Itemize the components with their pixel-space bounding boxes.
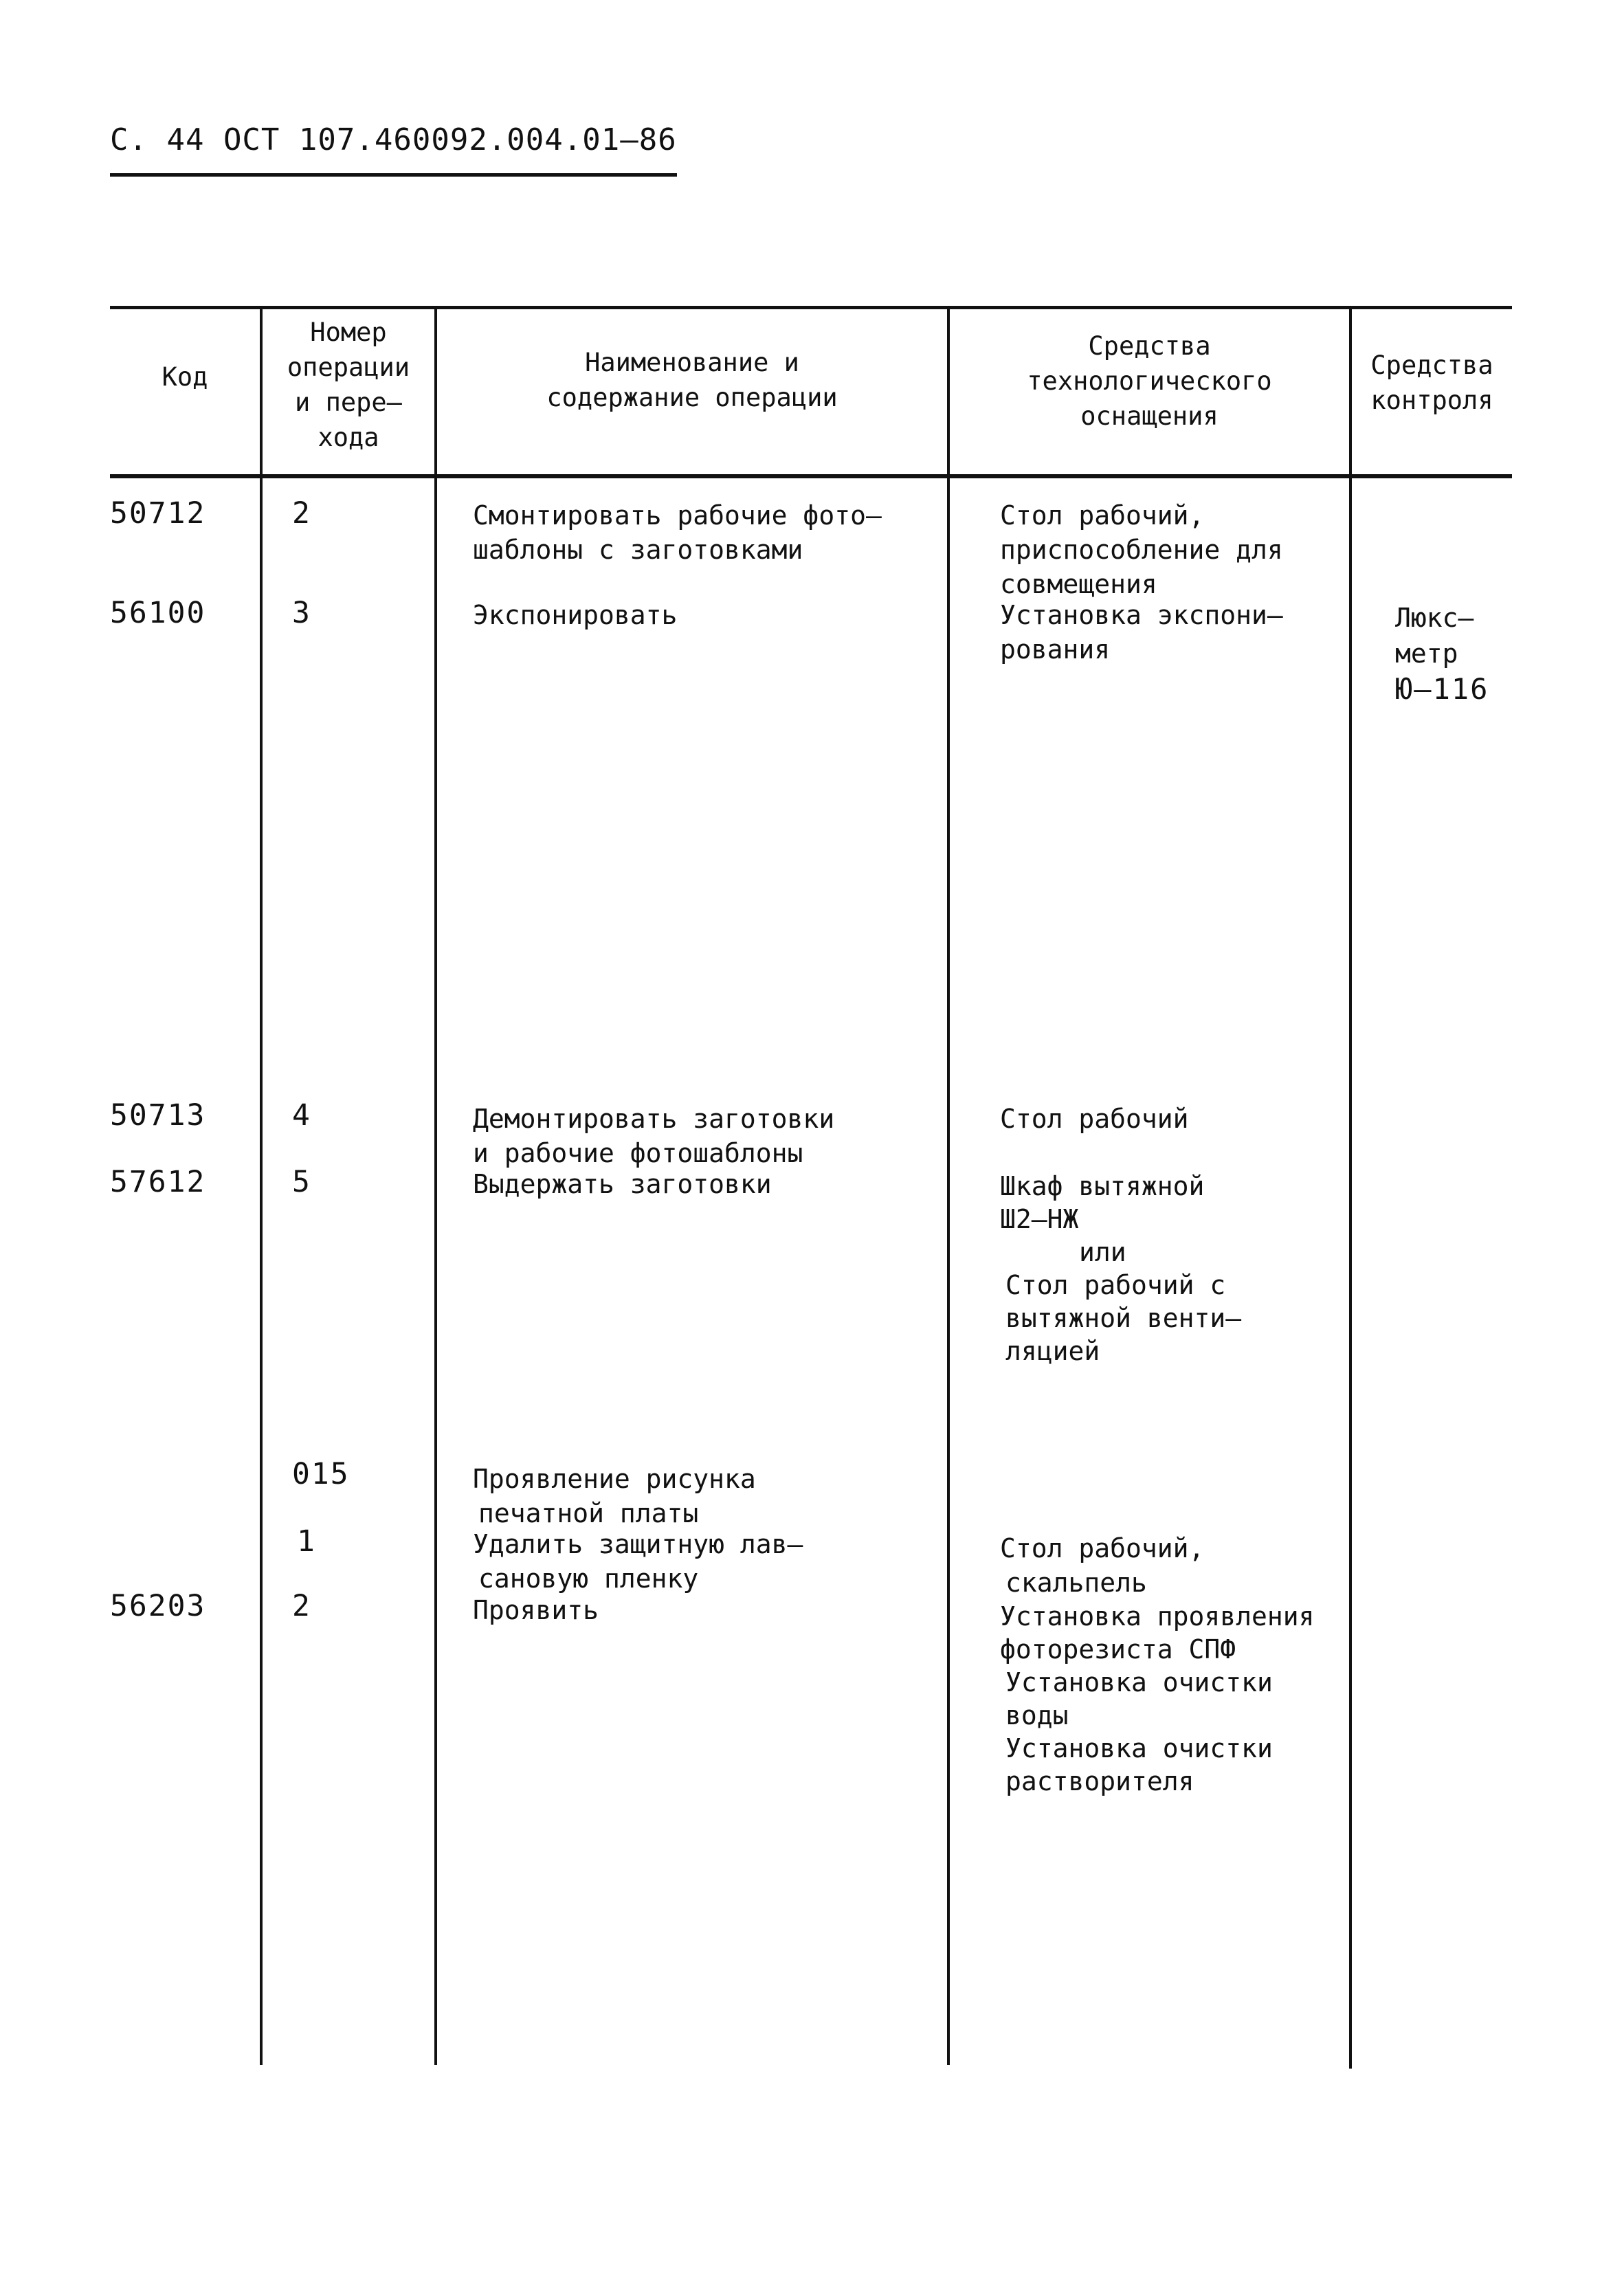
row-op-number: 4 xyxy=(292,1098,311,1133)
equipment-line: Установка очистки xyxy=(1005,1733,1273,1763)
row-equipment xyxy=(1000,1102,1189,1136)
row-operation xyxy=(473,1527,803,1596)
row-operation xyxy=(473,598,677,632)
equipment-line: Шкаф вытяжной xyxy=(1000,1171,1205,1201)
operation-line: Проявить xyxy=(473,1595,599,1625)
header-equipment-line: Средства xyxy=(1088,331,1211,361)
row-code: 50712 xyxy=(110,496,206,531)
header-name-line: Наименование и xyxy=(585,348,799,377)
operation-line: Проявление рисунка xyxy=(473,1464,756,1494)
row-operation xyxy=(473,498,882,567)
column-divider-2 xyxy=(434,306,437,2065)
operation-line: шаблоны с заготовками xyxy=(473,535,803,565)
header-equipment-line: оснащения xyxy=(1080,401,1219,431)
equipment-line: совмещения xyxy=(1000,569,1157,599)
operation-line: сановую пленку xyxy=(478,1563,699,1594)
header-control-line: Средства xyxy=(1370,350,1493,380)
row-op-number: 1 xyxy=(297,1524,316,1559)
row-operation xyxy=(473,1462,756,1530)
header-rule xyxy=(110,173,677,177)
header-op-number xyxy=(263,315,434,455)
header-op-number-line: Номер xyxy=(310,318,387,347)
header-equipment-line: технологического xyxy=(1027,366,1272,396)
equipment-line: ляцией xyxy=(1005,1336,1100,1366)
equipment-line: скальпель xyxy=(1005,1568,1147,1598)
header-op-number-line: и пере– xyxy=(295,388,402,417)
row-equipment xyxy=(1000,1531,1204,1600)
row-op-number: 015 xyxy=(292,1457,350,1491)
row-equipment xyxy=(1000,598,1283,667)
equipment-line: Стол рабочий xyxy=(1000,1104,1189,1134)
row-equipment xyxy=(1000,1600,1315,1798)
operation-line: печатной платы xyxy=(478,1498,699,1528)
row-operation xyxy=(473,1102,834,1170)
operation-line: Выдержать заготовки xyxy=(473,1169,772,1199)
row-code: 57612 xyxy=(110,1165,206,1199)
control-line: Ю–116 xyxy=(1395,672,1489,706)
row-op-number: 5 xyxy=(292,1165,311,1199)
equipment-line: Ш2–НЖ xyxy=(1000,1204,1079,1234)
control-line: Люкс– xyxy=(1395,603,1474,633)
equipment-line: растворителя xyxy=(1005,1766,1194,1796)
row-equipment xyxy=(1000,1170,1241,1368)
header-equipment xyxy=(950,328,1349,434)
header-code-label: Код xyxy=(162,362,208,392)
page-header: С. 44 ОСТ 107.460092.004.01–86 xyxy=(110,122,677,157)
column-divider-3 xyxy=(947,306,950,2065)
row-code: 50713 xyxy=(110,1098,206,1133)
equipment-line: Стол рабочий, xyxy=(1000,500,1205,531)
row-control xyxy=(1395,600,1489,707)
equipment-line: Стол рабочий с xyxy=(1005,1270,1226,1300)
operation-line: Экспонировать xyxy=(473,600,678,630)
operation-line: Демонтировать заготовки xyxy=(473,1104,835,1134)
row-operation xyxy=(473,1167,772,1201)
row-op-number: 3 xyxy=(292,596,311,630)
operation-line: Смонтировать рабочие фото– xyxy=(473,500,882,531)
control-line: метр xyxy=(1395,638,1458,669)
row-operation xyxy=(473,1593,599,1627)
header-control xyxy=(1352,348,1512,418)
equipment-line: Стол рабочий, xyxy=(1000,1533,1205,1563)
row-op-number: 2 xyxy=(292,496,311,531)
header-control-line: контроля xyxy=(1370,386,1493,415)
operation-line: Удалить защитную лав– xyxy=(473,1529,803,1559)
header-op-number-line: хода xyxy=(318,423,379,452)
column-divider-1 xyxy=(260,306,263,2065)
equipment-line: рования xyxy=(1000,634,1111,665)
equipment-line: Установка экспони– xyxy=(1000,600,1283,630)
equipment-line: вытяжной венти– xyxy=(1005,1303,1242,1333)
table-header-rule xyxy=(110,474,1512,478)
table-top-rule xyxy=(110,306,1512,309)
equipment-line: или xyxy=(1079,1237,1126,1267)
header-code xyxy=(110,359,260,394)
row-equipment xyxy=(1000,498,1283,601)
header-op-number-line: операции xyxy=(287,353,410,382)
equipment-line: фоторезиста СПФ xyxy=(1000,1634,1236,1664)
header-name-line: содержание операции xyxy=(546,383,838,412)
equipment-line: воды xyxy=(1005,1700,1069,1730)
equipment-line: приспособление для xyxy=(1000,535,1283,565)
row-op-number: 2 xyxy=(292,1589,311,1623)
row-code: 56203 xyxy=(110,1589,206,1623)
header-name xyxy=(437,345,947,415)
operation-line: и рабочие фотошаблоны xyxy=(473,1138,803,1168)
equipment-line: Установка очистки xyxy=(1005,1667,1273,1697)
equipment-line: Установка проявления xyxy=(1000,1601,1315,1631)
column-divider-4 xyxy=(1349,306,1352,2069)
row-code: 56100 xyxy=(110,596,206,630)
